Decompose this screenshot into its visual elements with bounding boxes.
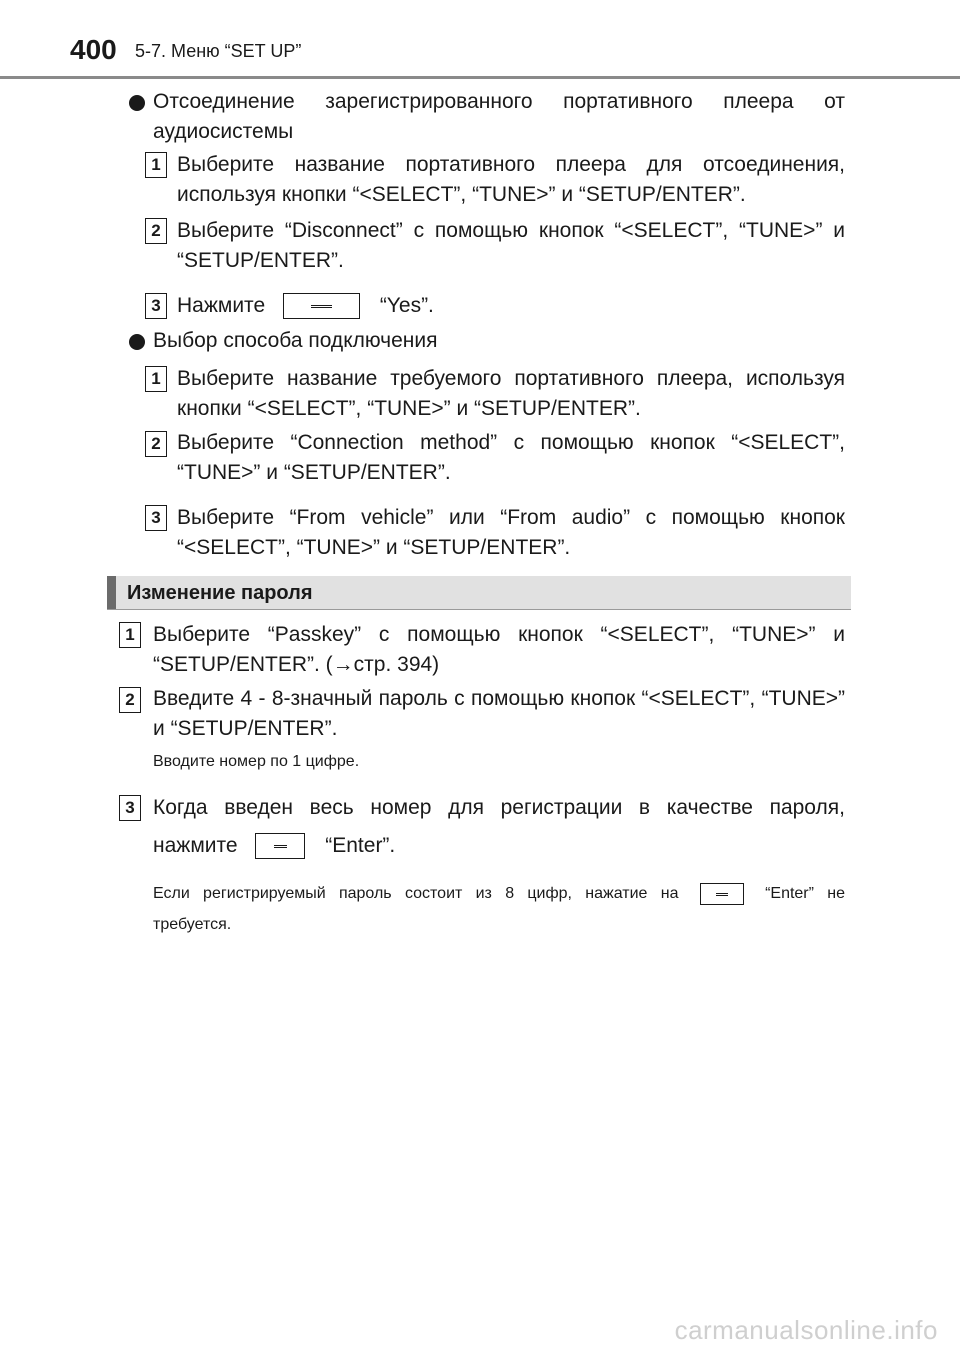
bullet-icon	[129, 334, 145, 350]
step-text: Выберите название требуемого портативного плеера, используя кнопки “<SELECT”, “TUNE>” и “SETUP/ENTER”.	[177, 367, 845, 420]
section-header-passkey	[107, 576, 851, 610]
screen-button-icon	[283, 293, 360, 319]
step-text: Выберите “Disconnect” с помощью кнопок “<SELECT”, “TUNE>” и “SETUP/ENTER”.	[177, 219, 845, 272]
step-number: 2	[119, 687, 141, 713]
step-number: 3	[145, 505, 167, 531]
site-watermark: carmanualsonline.info	[674, 1315, 938, 1345]
section-title: Изменение пароля	[127, 582, 313, 604]
step-number: 1	[119, 622, 141, 648]
step-text: Выберите “Connection method” с помощью кнопок “<SELECT”, “TUNE>” и “SETUP/ENTER”.	[177, 431, 845, 484]
screen-button-icon	[255, 833, 305, 859]
step-text: Введите 4 - 8-значный пароль с помощью кнопок “<SELECT”, “TUNE>” и “SETUP/ENTER”.	[153, 687, 845, 740]
screen-button-icon	[700, 883, 744, 905]
step-number: 3	[119, 795, 141, 821]
section-accent	[107, 576, 116, 609]
step-text: Выберите название портативного плеера для отсоединения, используя кнопки “<SELECT”, “TUNE>” и “SETUP/ENTER”.	[177, 153, 845, 206]
step-number: 2	[145, 431, 167, 457]
page-header	[0, 0, 960, 80]
step-number: 2	[145, 218, 167, 244]
chapter-title: 5-7. Меню “SET UP”	[135, 41, 302, 61]
bullet-icon	[129, 95, 145, 111]
step-text: Нажмите “Yes”.	[177, 291, 845, 321]
step-note: Вводите номер по 1 цифре.	[153, 753, 360, 770]
step-text: Выберите “From vehicle” или “From audio” с помощью кнопок “<SELECT”, “TUNE>” и “SETUP/ENTER”.	[177, 506, 845, 559]
step-number: 1	[145, 366, 167, 392]
bullet-heading-disconnect: Отсоединение зарегистрированного портативного плеера от аудиосистемы	[153, 90, 845, 143]
bullet-heading-connection: Выбор способа подключения	[153, 329, 438, 352]
step-text: Когда введен весь номер для регистрации в качестве пароля,	[153, 796, 845, 819]
step-text: нажмите “Enter”.	[153, 831, 845, 861]
step-text: Выберите “Passkey” с помощью кнопок “<SELECT”, “TUNE>” и “SETUP/ENTER”. (→стр. 394)	[153, 623, 845, 676]
page-number: 400	[70, 34, 117, 65]
header-divider	[0, 76, 960, 79]
step-number: 1	[145, 152, 167, 178]
step-note: требуется.	[153, 916, 232, 933]
step-number: 3	[145, 293, 167, 319]
step-note: Если регистрируемый пароль состоит из 8 цифр, нажатие на “Enter” не	[153, 883, 845, 905]
